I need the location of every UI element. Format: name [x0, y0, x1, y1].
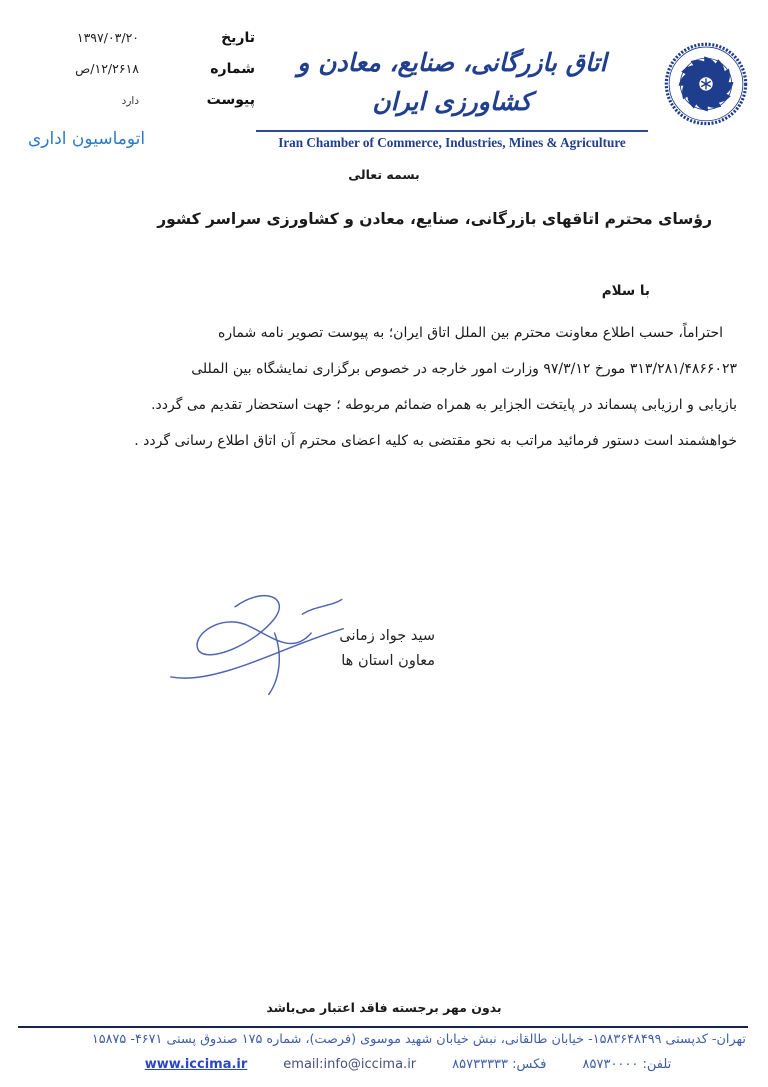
date-value: ۱۳۹۷/۰۳/۲۰ [76, 30, 139, 45]
letter-body [40, 315, 737, 459]
footer-contact-row [24, 1057, 768, 1072]
org-name-fa: اتاق بازرگانی، صنایع، معادن و کشاورزی ایران [297, 48, 607, 116]
recipient-line: رؤسای محترم اتاقهای بازرگانی، صنایع، معادن و کشاورزی سراسر کشور [157, 210, 712, 228]
body-line-2: ۳۱۳/۲۸۱/۴۸۶۶۰۲۳ مورخ ۹۷/۳/۱۲ وزارت امور خارجه در خصوص برگزاری نمایشگاه بین المللی [191, 361, 737, 377]
footer-website-link[interactable]: www.iccima.ir [144, 1057, 248, 1072]
phone-label: تلفن: [642, 1057, 672, 1072]
footer-fax [452, 1057, 546, 1072]
body-line-4: خواهشمند است دستور فرمائید مراتب به نحو مقتضی به کلیه اعضای محترم آن اتاق اطلاع رسانی گردد . [134, 433, 737, 449]
org-name-en: Iran Chamber of Commerce, Industries, Mines & Agriculture [278, 134, 626, 150]
attachment-value: دارد [121, 95, 139, 107]
footer-address: تهران- کدپستی ۱۵۸۳۶۴۸۴۹۹- خیابان طالقانی، نبش خیابان شهید موسوی (فرصت)، شماره ۱۷۵ صندوق پستی ۴۶۷۱- ۱۵۸۷۵ [91, 1032, 746, 1047]
date-label: تاریخ [221, 30, 255, 46]
body-line-1: احتراماً، حسب اطلاع معاونت محترم بین الملل اتاق ایران؛ به پیوست تصویر نامه شماره [217, 325, 723, 341]
meta-attachment-row [55, 92, 255, 123]
signer-title: معاون استان ها [341, 653, 435, 669]
salutation: با سلام [601, 283, 650, 299]
bismillah: بسمه تعالی [348, 167, 420, 182]
automation-stamp: اتوماسیون اداری [28, 129, 146, 149]
meta-date-row [55, 30, 255, 61]
fax-label: فکس: [512, 1057, 547, 1072]
signature-block [165, 578, 447, 713]
header-divider [256, 130, 648, 132]
number-label: شماره [210, 61, 255, 77]
footer-phone [583, 1057, 672, 1072]
signature-scribble-icon [165, 578, 355, 713]
meta-number-row [55, 61, 255, 92]
phone-value: ۸۵۷۳۰۰۰۰ [582, 1057, 639, 1072]
iccima-emblem-icon [650, 26, 762, 140]
validity-note: بدون مهر برجسته فاقد اعتبار می‌باشد [266, 1000, 502, 1015]
meta-block [55, 30, 255, 123]
fax-value: ۸۵۷۳۳۳۳۳ [452, 1057, 509, 1072]
footer-divider [18, 1026, 748, 1028]
body-line-3: بازیابی و ارزیابی پسماند در پایتخت الجزایر به همراه ضمائم مربوطه ؛ جهت استحضار تقدیم می گردد. [151, 397, 737, 413]
signature-text [339, 624, 435, 674]
org-header [256, 30, 648, 151]
signer-name: سید جواد زمانی [339, 628, 435, 644]
attachment-label: پیوست [206, 92, 255, 108]
number-value: ۱۲/۲۶۱۸/ص [75, 61, 139, 76]
footer-email-link[interactable]: email:info@iccima.ir [283, 1057, 417, 1072]
